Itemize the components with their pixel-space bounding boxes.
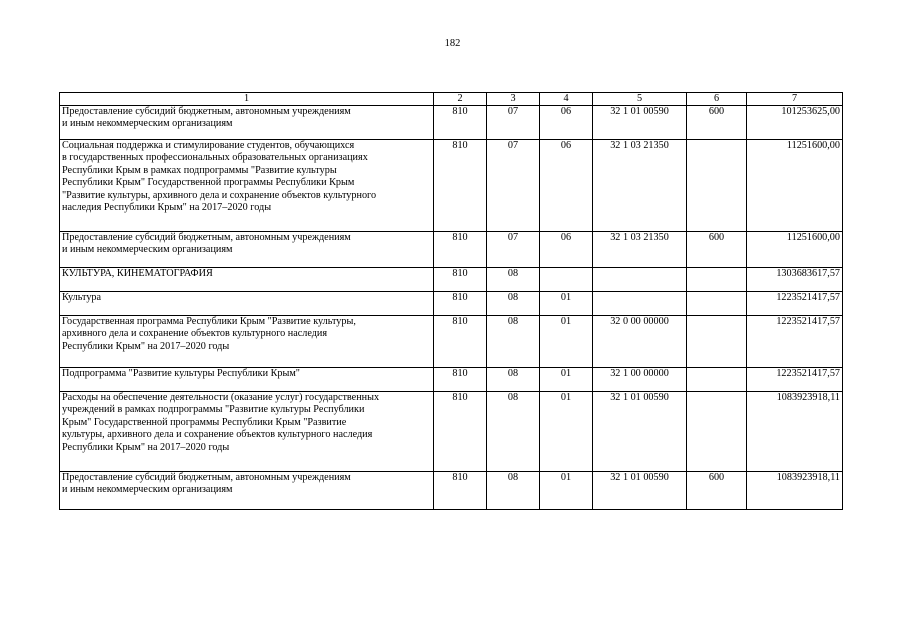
row-expense-type	[687, 392, 747, 472]
row-expense-type: 600	[687, 232, 747, 268]
description-line: Предоставление субсидий бюджетным, автономным учреждениям	[62, 472, 351, 483]
description-line: Республики Крым" на 2017–2020 годы	[62, 340, 230, 352]
row-subsection-code: 06	[540, 140, 593, 232]
description-line: и иным некоммерческим организациям	[62, 484, 233, 496]
row-target-article: 32 1 03 21350	[593, 140, 687, 232]
row-amount: 101253625,00	[747, 106, 843, 140]
page-number: 182	[444, 38, 461, 49]
row-description	[60, 106, 434, 140]
row-subsection-code: 01	[540, 316, 593, 368]
row-ministry-code: 810	[434, 472, 487, 510]
row-section-code: 08	[487, 268, 540, 292]
row-subsection-code	[540, 268, 593, 292]
description-line: в государственных профессиональных образовательных организациях	[62, 152, 368, 164]
description-line: "Развитие культуры, архивного дела и сохранение объектов культурного	[62, 189, 377, 201]
row-description	[60, 140, 434, 232]
table-row	[60, 140, 843, 232]
description-line: наследия Республики Крым" на 2017–2020 годы	[62, 202, 272, 214]
table-row	[60, 316, 843, 368]
table-row	[60, 368, 843, 392]
table-row	[60, 268, 843, 292]
table-row	[60, 472, 843, 510]
description-line: Социальная поддержка и стимулирование студентов, обучающихся	[62, 140, 355, 151]
row-expense-type	[687, 368, 747, 392]
header-col-3: 3	[487, 93, 540, 106]
row-amount: 1083923918,11	[747, 472, 843, 510]
row-description	[60, 472, 434, 510]
row-ministry-code: 810	[434, 392, 487, 472]
row-amount: 1223521417,57	[747, 368, 843, 392]
row-expense-type	[687, 292, 747, 316]
row-subsection-code: 01	[540, 368, 593, 392]
row-ministry-code: 810	[434, 106, 487, 140]
row-description	[60, 268, 434, 292]
header-col-7: 7	[747, 93, 843, 106]
row-ministry-code: 810	[434, 368, 487, 392]
header-col-6: 6	[687, 93, 747, 106]
row-ministry-code: 810	[434, 232, 487, 268]
row-target-article: 32 0 00 00000	[593, 316, 687, 368]
row-section-code: 07	[487, 140, 540, 232]
description-line: Расходы на обеспечение деятельности (оказание услуг) государственных	[62, 392, 380, 403]
description-line: учреждений в рамках подпрограммы "Развитие культуры Республики	[62, 404, 365, 416]
row-subsection-code: 01	[540, 472, 593, 510]
row-target-article	[593, 292, 687, 316]
row-description	[60, 232, 434, 268]
description-line: культуры, архивного дела и сохранение объектов культурного наследия	[62, 429, 373, 441]
row-ministry-code: 810	[434, 292, 487, 316]
table-row	[60, 292, 843, 316]
row-description	[60, 392, 434, 472]
row-target-article: 32 1 01 00590	[593, 472, 687, 510]
row-subsection-code: 06	[540, 106, 593, 140]
description-line: Государственная программа Республики Крым "Развитие культуры,	[62, 316, 356, 327]
description-line: и иным некоммерческим организациям	[62, 244, 233, 256]
description-line: Республики Крым в рамках подпрограммы "Развитие культуры	[62, 164, 337, 176]
row-expense-type: 600	[687, 106, 747, 140]
row-section-code: 08	[487, 472, 540, 510]
row-section-code: 08	[487, 316, 540, 368]
table-row	[60, 392, 843, 472]
row-section-code: 08	[487, 368, 540, 392]
row-amount: 1303683617,57	[747, 268, 843, 292]
row-ministry-code: 810	[434, 140, 487, 232]
row-amount: 1223521417,57	[747, 316, 843, 368]
row-section-code: 07	[487, 106, 540, 140]
row-subsection-code: 06	[540, 232, 593, 268]
description-line: и иным некоммерческим организациям	[62, 118, 233, 130]
description-line: Культура	[62, 292, 102, 303]
row-expense-type	[687, 140, 747, 232]
row-ministry-code: 810	[434, 316, 487, 368]
row-amount: 1083923918,11	[747, 392, 843, 472]
description-line: Предоставление субсидий бюджетным, автономным учреждениям	[62, 106, 351, 117]
row-description	[60, 368, 434, 392]
row-section-code: 07	[487, 232, 540, 268]
row-amount: 1223521417,57	[747, 292, 843, 316]
row-ministry-code: 810	[434, 268, 487, 292]
row-section-code: 08	[487, 392, 540, 472]
row-target-article: 32 1 01 00590	[593, 106, 687, 140]
budget-table	[59, 92, 843, 510]
description-line: Подпрограмма "Развитие культуры Республики Крым"	[62, 368, 300, 379]
row-description	[60, 316, 434, 368]
row-subsection-code: 01	[540, 392, 593, 472]
header-col-2: 2	[434, 93, 487, 106]
header-col-1: 1	[60, 93, 434, 106]
description-line: Республики Крым" Государственной программы Республики Крым	[62, 177, 355, 189]
description-line: Предоставление субсидий бюджетным, автономным учреждениям	[62, 232, 351, 243]
table-body	[60, 106, 843, 510]
row-section-code: 08	[487, 292, 540, 316]
row-target-article: 32 1 03 21350	[593, 232, 687, 268]
row-expense-type	[687, 316, 747, 368]
description-line: архивного дела и сохранение объектов культурного наследия	[62, 328, 328, 340]
description-line: Республики Крым" на 2017–2020 годы	[62, 441, 230, 453]
header-col-4: 4	[540, 93, 593, 106]
row-amount: 11251600,00	[747, 140, 843, 232]
row-target-article: 32 1 00 00000	[593, 368, 687, 392]
header-col-5: 5	[593, 93, 687, 106]
row-description	[60, 292, 434, 316]
table-row	[60, 106, 843, 140]
row-target-article: 32 1 01 00590	[593, 392, 687, 472]
row-subsection-code: 01	[540, 292, 593, 316]
description-line: КУЛЬТУРА, КИНЕМАТОГРАФИЯ	[62, 268, 213, 279]
description-line: Крым" Государственной программы Республики Крым "Развитие	[62, 416, 347, 428]
row-target-article	[593, 268, 687, 292]
table-row	[60, 232, 843, 268]
row-amount: 11251600,00	[747, 232, 843, 268]
row-expense-type: 600	[687, 472, 747, 510]
row-expense-type	[687, 268, 747, 292]
header-row	[60, 93, 843, 106]
